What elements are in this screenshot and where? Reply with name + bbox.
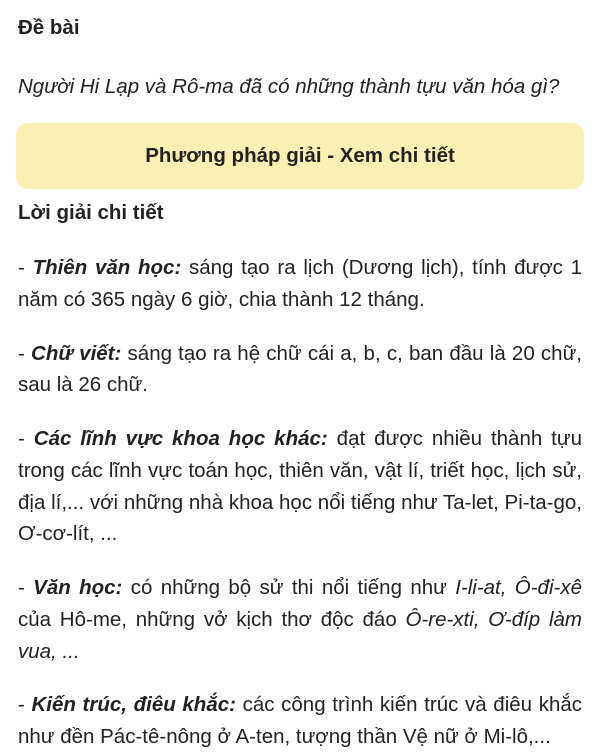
item-prefix: -: [18, 427, 34, 451]
item-prefix: -: [18, 693, 32, 717]
answer-item-other-sciences: [18, 423, 582, 550]
method-details-label: Phương pháp giải - Xem chi tiết: [145, 144, 455, 168]
answer-item-astronomy: [18, 252, 582, 316]
item-text: đạt được nhiều thành tựu trong các lĩnh vực toán học, thiên văn, vật lí, triết học, lịch sử, địa lí,... với những nhà khoa học nổi tiếng như Ta-let, Pi-ta-go, Ơ-cơ-lít, ...: [18, 427, 582, 546]
method-details-button[interactable]: [16, 123, 584, 189]
section-heading-loi-giai: Lời giải chi tiết: [18, 201, 164, 225]
item-term: Thiên văn học:: [32, 256, 182, 280]
item-term: Chữ viết:: [31, 341, 122, 365]
answer-item-writing: [18, 338, 582, 402]
item-prefix: -: [18, 256, 33, 280]
item-prefix: -: [18, 341, 32, 365]
item-text: có những bộ sử thi nổi tiếng như: [122, 576, 456, 600]
section-heading-de-bai: Đề bài: [18, 16, 80, 39]
item-text: của Hô-me, những vở kịch thơ độc đáo: [18, 607, 406, 631]
item-work-title: Ô-re-xti, Ơ-đíp làm vua, ...: [18, 607, 582, 663]
item-term: Văn học:: [33, 576, 123, 600]
item-term: Các lĩnh vực khoa học khác:: [33, 427, 328, 451]
item-term: Kiến trúc, điêu khắc:: [31, 693, 236, 717]
item-work-title: I-li-at, Ô-đi-xê: [455, 576, 582, 600]
item-prefix: -: [18, 576, 34, 600]
item-text: các công trình kiến trúc và điêu khắc như đền Pác-tê-nông ở A-ten, tượng thần Vệ nữ ở Mi-lô,...: [18, 693, 582, 749]
answer-item-literature: [18, 572, 582, 667]
question-text: Người Hi Lạp và Rô-ma đã có những thành tựu văn hóa gì?: [18, 74, 560, 98]
item-text: sáng tạo ra lịch (Dương lịch), tính được 1 năm có 365 ngày 6 giờ, chia thành 12 tháng.: [18, 256, 583, 311]
item-text: sáng tạo ra hệ chữ cái a, b, c, ban đầu là 20 chữ, sau là 26 chữ.: [18, 341, 582, 397]
answer-item-architecture: [18, 689, 582, 753]
